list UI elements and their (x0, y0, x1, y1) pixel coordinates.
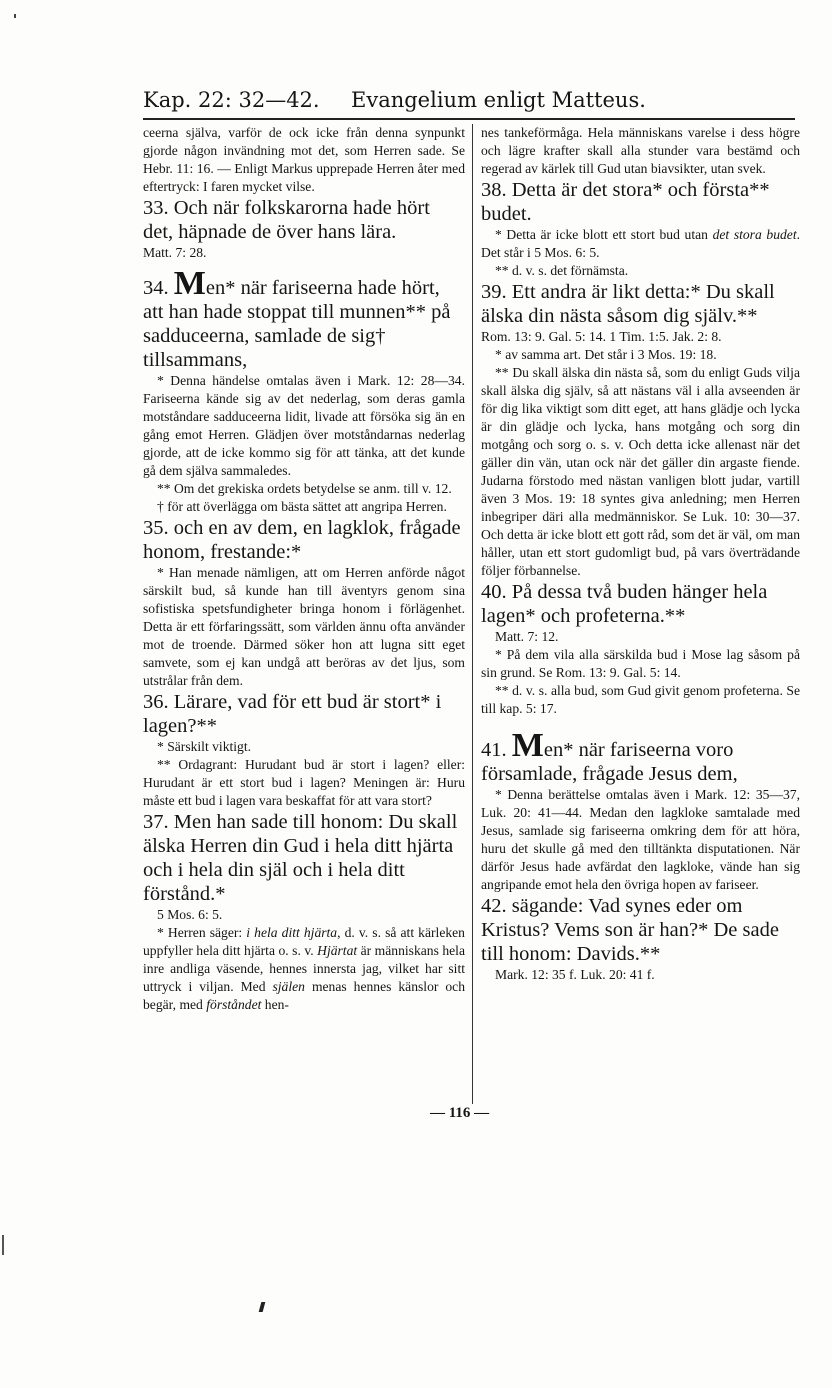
verse-37: 37. Men han sade till honom: Du skall älska Herren din Gud i hela ditt hjärta och i hela din själ och i hela ditt förstånd.* (143, 811, 458, 905)
verse-41-text: en* när fariseerna voro församlade, frågade Jesus dem, (481, 739, 738, 785)
verse-39-note-2: ** Du skall älska din nästa så, som du enligt Guds vilja skall älska dig själv, så att nästans väl i alla avseenden är för dig lika viktigt som ditt eget, att hans glädje och lycka är din glädje och lycka, hans motgång och sorg din motgång och sorg o. s. v. Och detta icke allenast när det gäller din vän, utan ock när det gäller din argaste fiende. Judarna förstodo med nästan vanligen blott judar, vartill även 3 Mos. 19: 18 syntes giva anledning; men Herren inbegriper däri alla medmänniskor. Se Luk. 10: 30—37. Och detta är icke blott ett gott råd, som det är väl, om man håller, utan ett stort gudomligt bud, på vars överträdande följer förbannelse. (481, 365, 800, 578)
continued-note: nes tankeförmåga. Hela människans varelse i dess högre och lägre krafter skall alla stunder vara bestämd och regerad av kärlek till Gud utan biavsikter, utan svek. (481, 125, 800, 176)
verse-33: 33. Och när folkskarorna hade hört det, häpnade de över hans lära. (143, 197, 430, 243)
header-rule (143, 118, 795, 120)
note-emphasis: förståndet (206, 997, 262, 1012)
verse-38-note-2: ** d. v. s. det förnämsta. (495, 263, 629, 278)
verse-40: 40. På dessa två buden hänger hela lagen* och profeterna.** (481, 581, 768, 627)
verse-41-note-1: * Denna berättelse omtalas även i Mark. 12: 35—37, Luk. 20: 41—44. Medan den lagkloke samtalade med Jesus, samlade sig fariseerna omkring dem för att höra, huru det skulle gå med den tilltänkta disputationen. När därför Jesus hade avfärdat den lagkloke, vände han sig angripande emot hela den övriga hopen av fariseer. (481, 787, 800, 892)
chapter-reference: Kap. 22: 32—42. (143, 88, 320, 112)
note-text: hen- (261, 997, 289, 1012)
verse-41-number: 41. (481, 739, 507, 761)
verse-34-note-1: * Denna händelse omtalas även i Mark. 12: 28—34. Fariseerna kände sig av det nederlag, som deras gamla motståndare sadduceerna lidit, livade att försöka sig än en gång emot Herren. Glädjen över motståndarnas nederlag gjorde, att de icke kommo sig för att tänka, att det kunde gå dem själva sammaledes. (143, 373, 465, 478)
continued-note: ceerna själva, varför de ock icke från denna synpunkt gjorde någon invändning mot det, som Herren sade. Se Hebr. 11: 16. — Enligt Markus upprepade Herren åter med eftertryck: I faren mycket vilse. (143, 125, 465, 194)
verse-36-note-2: ** Ordagrant: Hurudant bud är stort i lagen? eller: Hurudant är ett stort bud i lagen? Meningen är: Huru måste ett bud i lagen vara beskaffat för att vara stort? (143, 757, 465, 808)
verse-34-text: en* när fariseerna hade hört, att han hade stoppat till munnen** på sadduceerna, samlade de sig† tillsammans, (143, 277, 451, 371)
page-number: — 116 — (430, 1105, 490, 1121)
ink-mark (259, 1302, 266, 1312)
verse-42-reference: Mark. 12: 35 f. Luk. 20: 41 f. (495, 967, 655, 982)
verse-34 (143, 265, 465, 372)
verse-38: 38. Detta är det stora* och första** budet. (481, 179, 770, 225)
note-emphasis: själen (272, 979, 305, 994)
verse-39-reference: Rom. 13: 9. Gal. 5: 14. 1 Tim. 1:5. Jak. 2: 8. (481, 329, 722, 344)
verse-42: 42. sägande: Vad synes eder om Kristus? Vems son är han?* De sade till honom: Davids.** (481, 895, 779, 965)
verse-37-reference: 5 Mos. 6: 5. (157, 907, 223, 922)
column-divider (472, 124, 473, 1104)
note-text: * Herren säger: (157, 925, 247, 940)
note-emphasis: i hela ditt hjärta (246, 925, 338, 940)
running-header (143, 88, 803, 118)
verse-39: 39. Ett andra är likt detta:* Du skall älska din nästa såsom dig själv.** (481, 281, 775, 327)
verse-40-reference: Matt. 7: 12. (495, 629, 559, 644)
note-text: , d. v. s. så att kärleken uppfyller hela ditt hjärta o. s. v. (143, 925, 465, 958)
verse-35-note-1: * Han menade nämligen, att om Herren anförde något särskilt bud, så kunde han till äventyrs genom sina sofistiska spetsfundigheter bringa honom i förlägenhet. Detta är ett förfaringssätt, som världen ännu ofta använder mot de troende. Därmed söker hon att lugna sitt eget samvete, som ej kan undgå att beröras av det ljus, som utstrålar från dem. (143, 565, 465, 688)
verse-36: 36. Lärare, vad för ett bud är stort* i lagen?** (143, 691, 442, 737)
verse-34-initial: M (173, 265, 206, 302)
right-column (481, 124, 800, 984)
verse-38-note-1 (481, 226, 800, 262)
verse-36-note-1: * Särskilt viktigt. (157, 739, 252, 754)
note-text: * Detta är icke blott ett stort bud utan (495, 227, 713, 242)
verse-40-note-2: ** d. v. s. alla bud, som Gud givit genom profeterna. Se till kap. 5: 17. (481, 683, 800, 716)
scan-edge-mark (2, 1235, 4, 1255)
book-title: Evangelium enligt Matteus. (351, 88, 646, 112)
verse-34-note-2: ** Om det grekiska ordets betydelse se anm. till v. 12. (157, 481, 452, 496)
note-emphasis: Hjärtat (317, 943, 358, 958)
note-text: är människans hela inre andliga väsende, hennes innersta jag, vilket har sitt uttryck i viljan. Med (143, 943, 465, 994)
left-column (143, 124, 465, 1014)
verse-41 (481, 727, 800, 786)
verse-34-number: 34. (143, 277, 169, 299)
note-text: menas hennes känslor och begär, med (143, 979, 465, 1012)
verse-34-note-3: † för att överlägga om bästa sättet att angripa Herren. (157, 499, 447, 514)
verse-35: 35. och en av dem, en lagklok, frågade honom, frestande:* (143, 517, 461, 563)
verse-41-initial: M (511, 727, 544, 764)
verse-39-note-1: * av samma art. Det står i 3 Mos. 19: 18. (495, 347, 717, 362)
note-emphasis: det stora budet (712, 227, 797, 242)
verse-37-note-1 (143, 924, 465, 1014)
note-text: . Det står i 5 Mos. 6: 5. (481, 227, 800, 260)
verse-33-reference: Matt. 7: 28. (143, 245, 207, 260)
scan-speck (14, 14, 16, 18)
verse-40-note-1: * På dem vila alla särskilda bud i Mose lag såsom på sin grund. Se Rom. 13: 9. Gal. 5: 14. (481, 647, 800, 680)
